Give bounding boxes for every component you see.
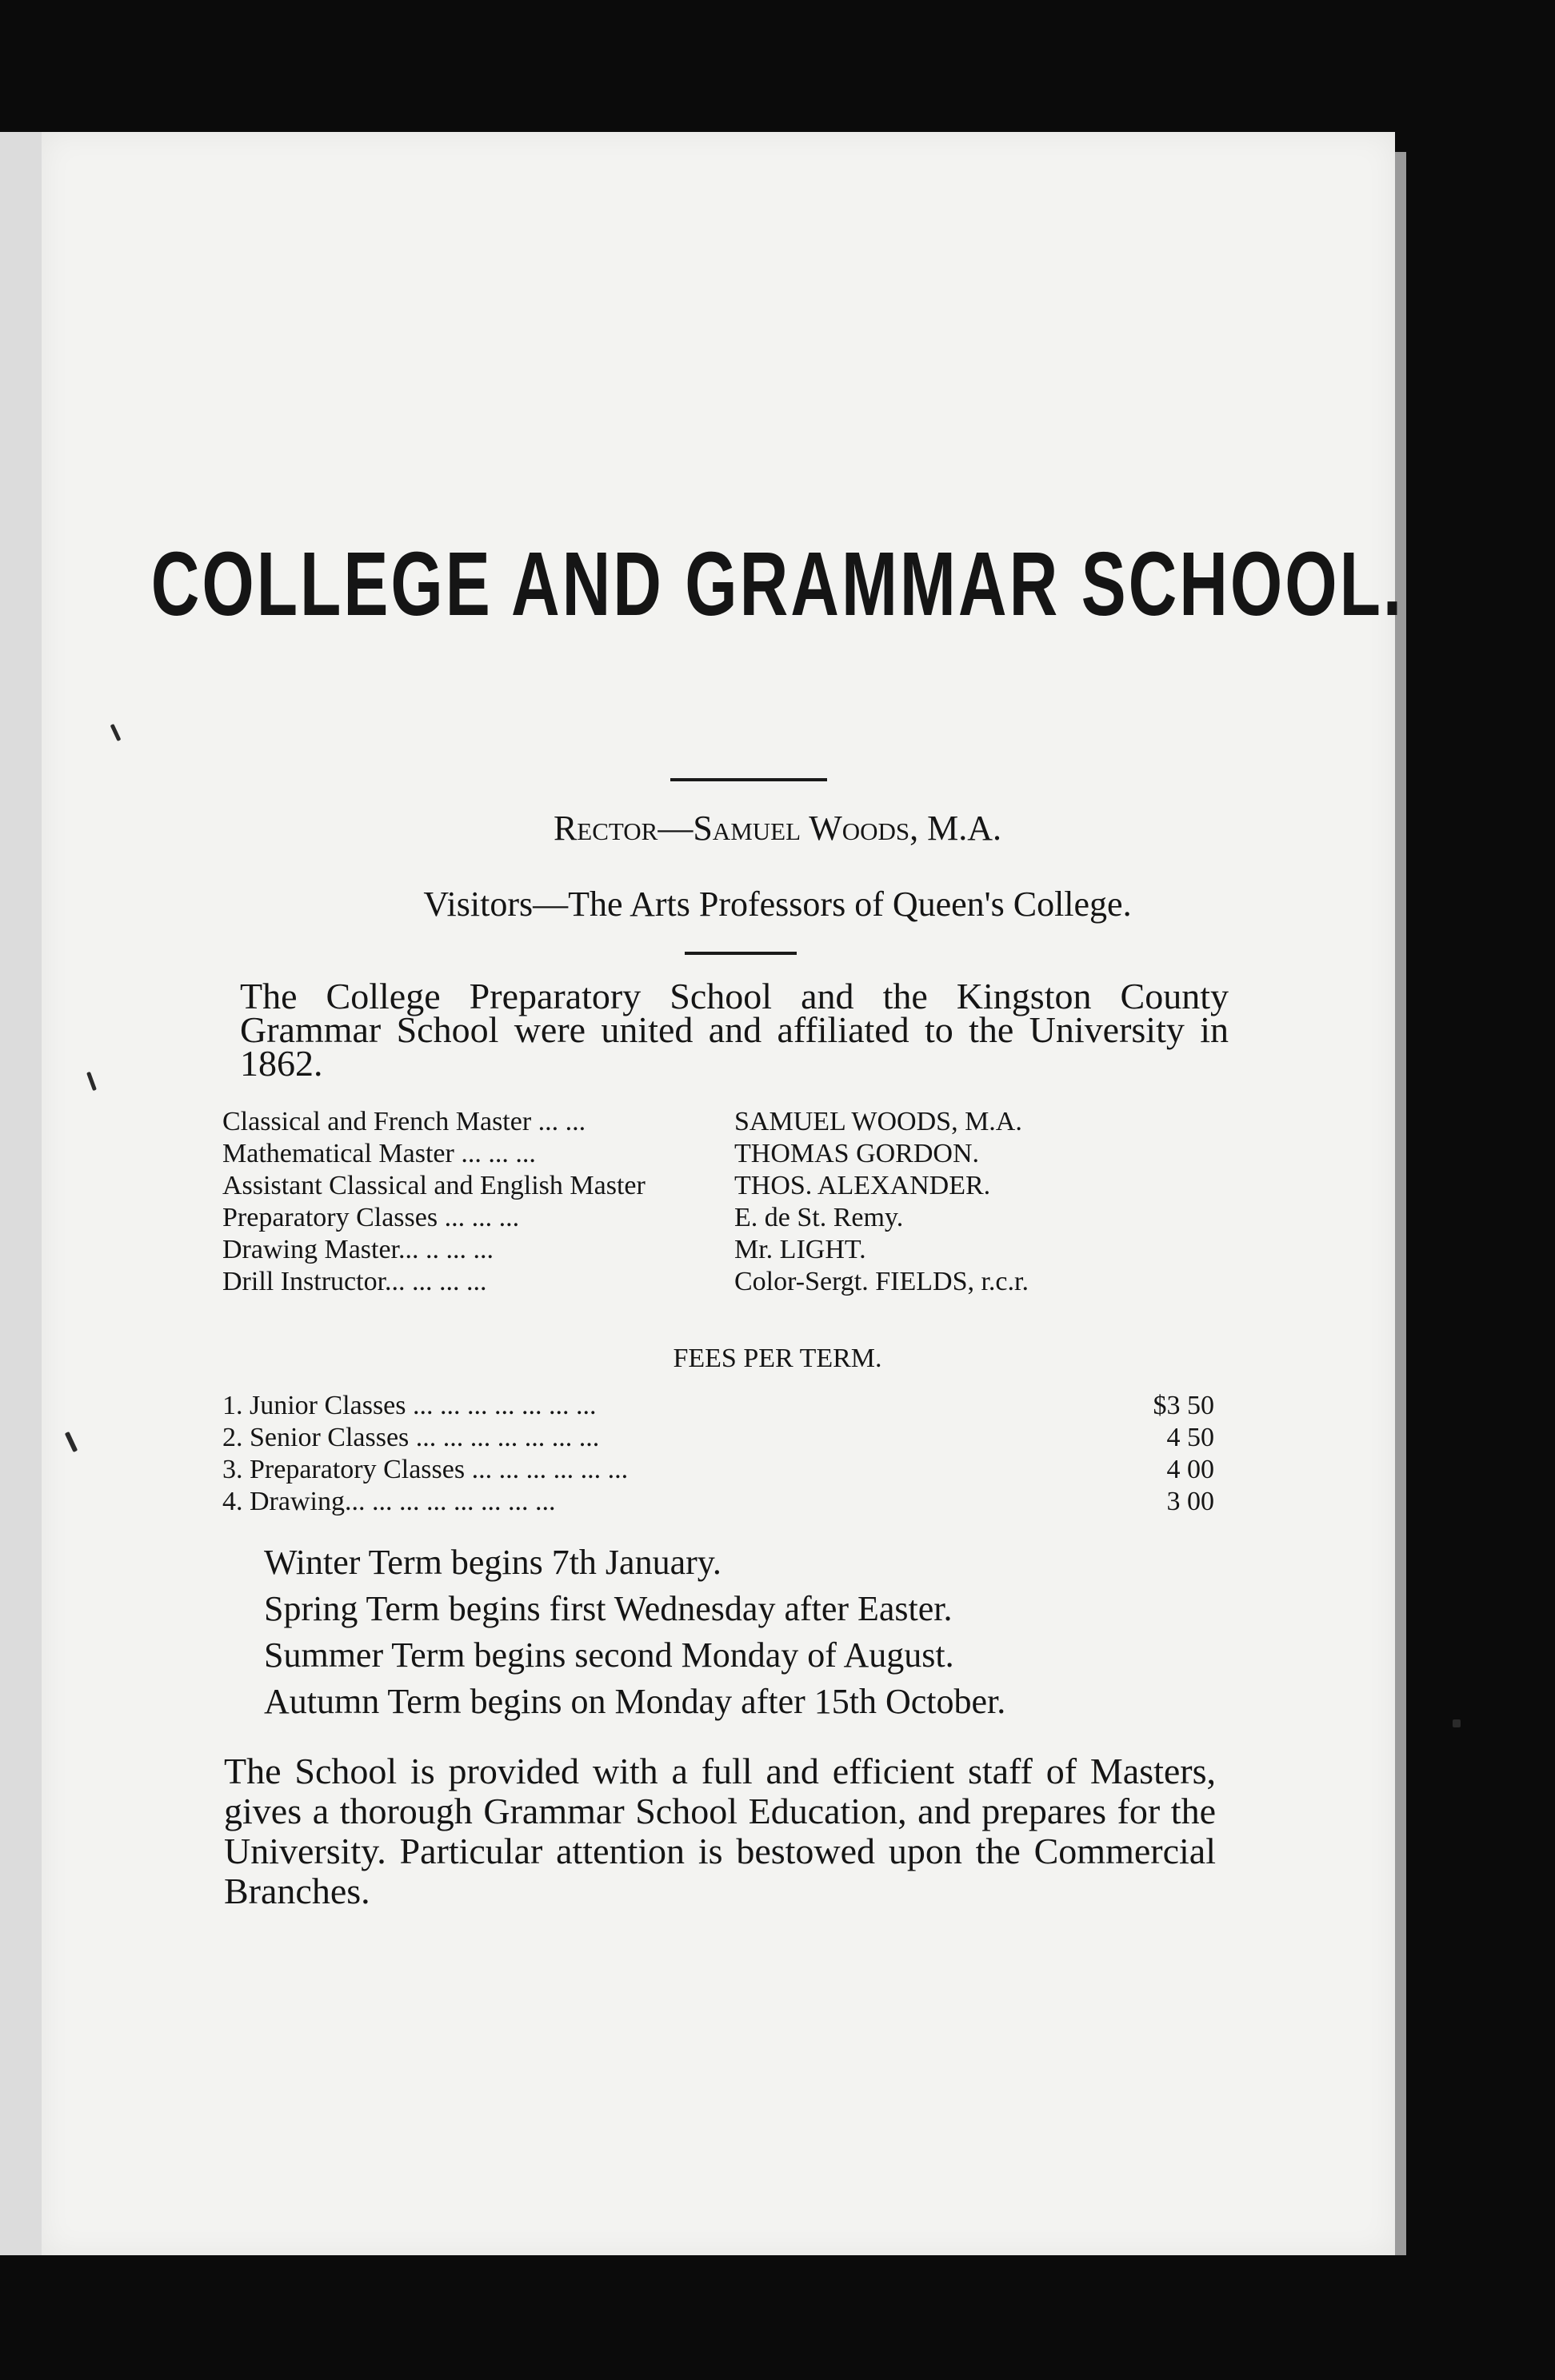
staff-name: E. de St. Remy. xyxy=(734,1203,904,1232)
staff-name: Color-Sergt. FIELDS, r.c.r. xyxy=(734,1267,1029,1296)
fees-list xyxy=(222,1390,1214,1518)
staff-role: Drawing Master... .. ... ... xyxy=(222,1235,494,1264)
term-line: Spring Term begins first Wednesday after Easter. xyxy=(264,1589,953,1628)
fee-row xyxy=(222,1454,1214,1486)
fee-amount: 4 00 xyxy=(1166,1455,1214,1484)
divider-rule xyxy=(670,778,827,781)
fee-label: 4. Drawing... ... ... ... ... ... ... ... xyxy=(222,1487,556,1516)
staff-role: Mathematical Master ... ... ... xyxy=(222,1139,536,1168)
fee-amount: $3 50 xyxy=(1153,1391,1214,1420)
fee-row xyxy=(222,1422,1214,1454)
page-title: COLLEGE AND GRAMMAR SCHOOL. xyxy=(150,533,1405,635)
staff-row xyxy=(222,1170,1262,1202)
fee-label: 2. Senior Classes ... ... ... ... ... ... ... xyxy=(222,1423,600,1452)
staff-name: Mr. LIGHT. xyxy=(734,1235,866,1264)
fee-row xyxy=(222,1486,1214,1518)
fee-label: 3. Preparatory Classes ... ... ... ... ... ... xyxy=(222,1455,629,1484)
intro-paragraph: The College Preparatory School and the Kingston County Grammar School were united and affiliated to the University in 1862. xyxy=(240,976,1229,1084)
staff-name: THOS. ALEXANDER. xyxy=(734,1171,991,1200)
term-dates xyxy=(264,1539,1005,1725)
staff-list xyxy=(222,1106,1262,1298)
staff-row xyxy=(222,1138,1262,1170)
staff-row xyxy=(222,1106,1262,1138)
term-line: Autumn Term begins on Monday after 15th October. xyxy=(264,1682,1006,1721)
staff-name: THOMAS GORDON. xyxy=(734,1139,980,1168)
term-line: Summer Term begins second Monday of August. xyxy=(264,1635,954,1675)
staff-row xyxy=(222,1202,1262,1234)
fee-amount: 3 00 xyxy=(1166,1487,1214,1516)
staff-row xyxy=(222,1266,1262,1298)
page-shadow-edge xyxy=(1395,152,1406,2255)
fees-heading: FEES PER TERM. xyxy=(673,1344,882,1373)
fee-row xyxy=(222,1390,1214,1422)
term-line: Winter Term begins 7th January. xyxy=(264,1543,722,1582)
ink-mark xyxy=(1453,1719,1461,1727)
staff-role: Classical and French Master ... ... xyxy=(222,1107,586,1136)
staff-name: SAMUEL WOODS, M.A. xyxy=(734,1107,1022,1136)
facing-page-edge xyxy=(0,132,44,2255)
staff-row xyxy=(222,1234,1262,1266)
staff-role: Drill Instructor... ... ... ... xyxy=(222,1267,487,1296)
rector-line: Rector—Samuel Woods, M.A. xyxy=(553,809,1002,848)
fee-label: 1. Junior Classes ... ... ... ... ... ... ... xyxy=(222,1391,597,1420)
staff-role: Assistant Classical and English Master xyxy=(222,1171,646,1200)
visitors-line: Visitors—The Arts Professors of Queen's College. xyxy=(423,885,1132,924)
fee-amount: 4 50 xyxy=(1166,1423,1214,1452)
staff-role: Preparatory Classes ... ... ... xyxy=(222,1203,520,1232)
divider-rule xyxy=(685,952,797,955)
closing-paragraph: The School is provided with a full and efficient staff of Masters, gives a thorough Grammar School Education, and prepares for the University. Particular attention is bestowed upon the Commercial Branches. xyxy=(224,1751,1216,1911)
